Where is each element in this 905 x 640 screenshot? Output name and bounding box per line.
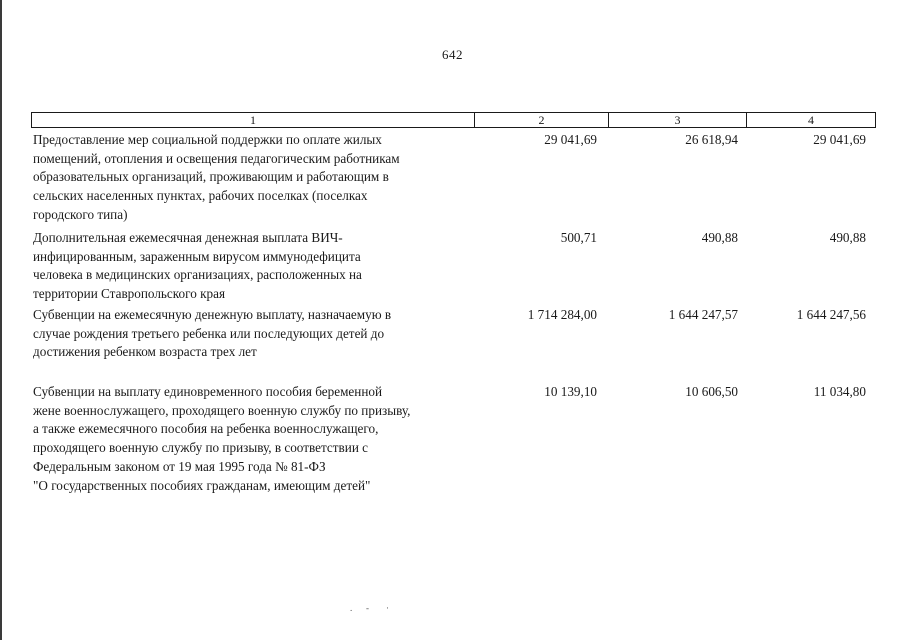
- description-line: городского типа): [33, 206, 128, 222]
- description-line: Субвенции на выплату единовременного пособия беременной: [33, 384, 383, 399]
- row-description: [33, 306, 483, 362]
- row-description: [33, 229, 483, 304]
- table-header-col-2: 2: [475, 113, 609, 127]
- description-line: а также ежемесячного пособия на ребенка военнослужащего,: [33, 421, 379, 437]
- table-header-col-3: 3: [609, 113, 747, 127]
- row-value-col-4: 1 644 247,56: [796, 307, 866, 322]
- row-value-col-4: 490,88: [829, 230, 866, 245]
- row-description: [33, 131, 483, 225]
- scan-speck: -: [366, 603, 369, 613]
- description-line: помещений, отопления и освещения педагогическим работникам: [33, 150, 400, 166]
- description-line: территории Ставропольского края: [33, 286, 226, 302]
- description-line: человека в медицинских организациях, расположенных на: [33, 267, 362, 283]
- row-value-col-2: 1 714 284,00: [527, 307, 597, 322]
- scan-speck: ·: [386, 603, 389, 613]
- description-line: Дополнительная ежемесячная денежная выплата ВИЧ-: [33, 230, 343, 245]
- description-line: инфицированным, зараженным вирусом иммунодефицита: [33, 248, 361, 264]
- table-header-row: [31, 112, 876, 128]
- row-value-col-3: 10 606,50: [685, 384, 738, 399]
- page-number: 642: [442, 47, 463, 62]
- row-value-col-2: 29 041,69: [544, 132, 597, 147]
- description-line: "О государственных пособиях гражданам, имеющим детей": [33, 477, 371, 493]
- row-value-col-4: 11 034,80: [813, 384, 866, 399]
- description-line: проходящего военную службу по призыву, в соответствии с: [33, 440, 369, 456]
- description-line: образовательных организаций, проживающим и работающим в: [33, 169, 389, 185]
- description-line: случае рождения третьего ребенка или последующих детей до: [33, 325, 385, 341]
- description-line: жене военнослужащего, проходящего военную службу по призыву,: [33, 402, 411, 418]
- description-line: сельских населенных пунктах, рабочих поселках (поселках: [33, 188, 368, 204]
- scan-edge-line: [0, 0, 2, 640]
- description-line: Субвенции на ежемесячную денежную выплату, назначаемую в: [33, 307, 392, 322]
- description-line: достижения ребенком возраста трех лет: [33, 344, 257, 360]
- row-value-col-3: 490,88: [701, 230, 738, 245]
- description-line: Федеральным законом от 19 мая 1995 года № 81-ФЗ: [33, 458, 326, 474]
- table-header-col-4: 4: [808, 113, 814, 127]
- row-value-col-3: 26 618,94: [685, 132, 738, 147]
- row-value-col-4: 29 041,69: [813, 132, 866, 147]
- row-description: [33, 383, 483, 495]
- table-header-col-1: 1: [32, 113, 475, 127]
- scan-speck: .: [350, 603, 353, 613]
- row-value-col-3: 1 644 247,57: [668, 307, 738, 322]
- description-line: Предоставление мер социальной поддержки по оплате жилых: [33, 132, 382, 147]
- row-value-col-2: 10 139,10: [544, 384, 597, 399]
- row-value-col-2: 500,71: [560, 230, 597, 245]
